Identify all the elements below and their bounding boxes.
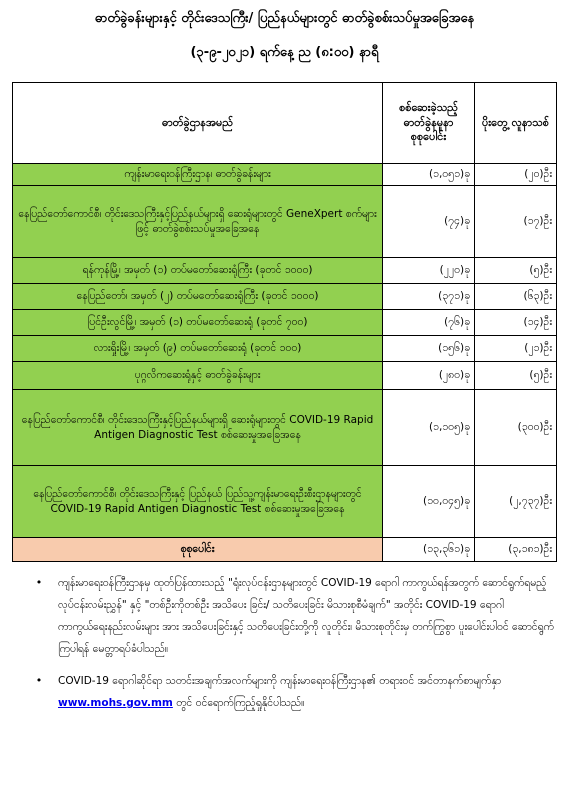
- table-header-row: [13, 83, 557, 164]
- positive-count: (၆၃)ဦး: [475, 284, 557, 310]
- note-text: ကျန်းမာရေးဝန်ကြီးဌာနမှ ထုတ်ပြန်ထားသည့် "ရုံးလုပ်ငန်းဌာနများတွင် COVID-19 ရောဂါ ကာကွယ်ရန်အတွက် ဆောင်ရွက်ရမည့် လုပ်ငန်းလမ်းညွှန်" နှင့် "တစ်ဦးကိုတစ်ဦး အသိပေး ခြင်း/ သတိပေးခြင်း မိသားစုစီမံချက်" အတိုင်း COVID-19 ရောဂါ ကာကွယ်ရေးနည်းလမ်းများ အား အသိပေးခြင်းနှင့် သတိပေးခြင်းတို့ကို လူတိုင်း၊ မိသားစုတိုင်းမှ တက်ကြွစွာ ပူးပေါင်းပါဝင် ဆောင်ရွက်ကြပါရန် မေတ္တာရပ်ခံပါသည်။: [58, 577, 554, 655]
- positive-count: (၂၀)ဦး: [475, 164, 557, 186]
- lab-name: ပုဂ္ဂလိကဆေးရုံနှင့် ဓာတ်ခွဲခန်းများ: [13, 362, 383, 390]
- positive-count: (၅)ဦး: [475, 258, 557, 284]
- tested-count: (၂၈၀)ခု: [383, 362, 475, 390]
- mohs-website-link[interactable]: www.mohs.gov.mm: [58, 697, 173, 709]
- lab-name: နေပြည်တော်ကောင်စီ၊ တိုင်းဒေသကြီးနှင့်ပြည်နယ်များရှိ ဆေးရုံများတွင် COVID-19 Rapid Antigen Diagnostic Test စစ်ဆေးမှုအခြေအနေ: [13, 390, 383, 466]
- total-tested-count: (၁၃,၃၆၁)ခု: [383, 538, 475, 562]
- list-item: [34, 670, 554, 714]
- header-lab-name: ဓာတ်ခွဲဌာနအမည်: [13, 83, 383, 164]
- tested-count: (၇၆)ခု: [383, 310, 475, 336]
- total-positive-count: (၃,၁၈၁)ဦး: [475, 538, 557, 562]
- total-label: စုစုပေါင်း: [13, 538, 383, 562]
- table-row: [13, 362, 557, 390]
- positive-count: (၁၄)ဦး: [475, 310, 557, 336]
- notes-list: [34, 572, 554, 724]
- note-text-after: တွင် ဝင်ရောက်ကြည့်ရှုနိုင်ပါသည်။: [172, 697, 305, 709]
- page-title: ဓာတ်ခွဲခန်းများနှင့် တိုင်းဒေသကြီး/ ပြည်နယ်များတွင် ဓာတ်ခွဲစစ်းသပ်မှုအခြေအနေ: [94, 11, 475, 26]
- table-row: [13, 284, 557, 310]
- positive-count: (၂၁)ဦး: [475, 336, 557, 362]
- report-date: (၃-၉-၂၀၂၁) ရက်နေ့ ည (၈:၀၀) နာရီ: [190, 45, 379, 60]
- lab-name: ရန်ကုန်မြို့၊ အမှတ် (၁) တပ်မတော်ဆေးရုံကြီး (ခုတင် ၁၀၀၀): [13, 258, 383, 284]
- tested-count: (၂၂၀)ခု: [383, 258, 475, 284]
- table-row: [13, 390, 557, 466]
- tested-count: (၃၇၁)ခု: [383, 284, 475, 310]
- lab-name: နေပြည်တော်ကောင်စီ၊ တိုင်းဒေသကြီးနှင့်ပြည်နယ်များရှိ ဆေးရုံများတွင် GeneXpert စက်များဖြင့် ဓာတ်ခွဲစစ်းသပ်မှုအခြေအနေ: [13, 186, 383, 258]
- bullet-icon: •: [35, 674, 43, 687]
- note-text-before: COVID-19 ရောဂါဆိုင်ရာ သတင်းအချက်အလက်များကို ကျန်းမာရေးဝန်ကြီးဌာန၏ တရားဝင် အင်တာနက်စာမျက်နှာ: [58, 675, 502, 687]
- tested-count: (၇၄)ခု: [383, 186, 475, 258]
- table-row: [13, 186, 557, 258]
- lab-name: ကျန်းမာရေးဝန်ကြီးဌာန၊ ဓာတ်ခွဲခန်းများ: [13, 164, 383, 186]
- header-tested-total: စစ်ဆေးခဲ့သည့် ဓာတ်ခွဲနမူနာ စုစုပေါင်း: [383, 83, 475, 164]
- lab-testing-table: [12, 82, 557, 562]
- bullet-icon: •: [35, 576, 43, 589]
- tested-count: (၁၅၆)ခု: [383, 336, 475, 362]
- table-row: [13, 258, 557, 284]
- positive-count: (၃၀၀)ဦး: [475, 390, 557, 466]
- header-new-positive: ပိုးတွေ့ လူနာသစ်: [475, 83, 557, 164]
- table-row: [13, 336, 557, 362]
- tested-count: (၁,၀၅၁)ခု: [383, 164, 475, 186]
- lab-name: နေပြည်တော်၊ အမှတ် (၂) တပ်မတော်ဆေးရုံကြီး (ခုတင် ၁၀၀၀): [13, 284, 383, 310]
- list-item: [34, 572, 554, 660]
- positive-count: (၂,၇၃၇)ဦး: [475, 466, 557, 538]
- lab-name: နေပြည်တော်ကောင်စီ၊ တိုင်းဒေသကြီးနှင့် ပြည်နယ် ပြည်သူ့ကျန်းမာရေးဦးစီးဌာနများတွင် COVID-19 Rapid Antigen Diagnostic Test စစ်ဆေးမှုအခြေအနေ: [13, 466, 383, 538]
- lab-name: ပြင်ဦးလွင်မြို့၊ အမှတ် (၁) တပ်မတော်ဆေးရုံ (ခုတင် ၇၀၀): [13, 310, 383, 336]
- positive-count: (၁၇)ဦး: [475, 186, 557, 258]
- positive-count: (၅)ဦး: [475, 362, 557, 390]
- table-row: [13, 466, 557, 538]
- lab-name: လားရှိုးမြို့၊ အမှတ် (၉) တပ်မတော်ဆေးရုံ (ခုတင် ၁၀၀): [13, 336, 383, 362]
- tested-count: (၁,၁၀၅)ခု: [383, 390, 475, 466]
- table-total-row: [13, 538, 557, 562]
- table-row: [13, 310, 557, 336]
- tested-count: (၁၀,၀၄၅)ခု: [383, 466, 475, 538]
- table-row: [13, 164, 557, 186]
